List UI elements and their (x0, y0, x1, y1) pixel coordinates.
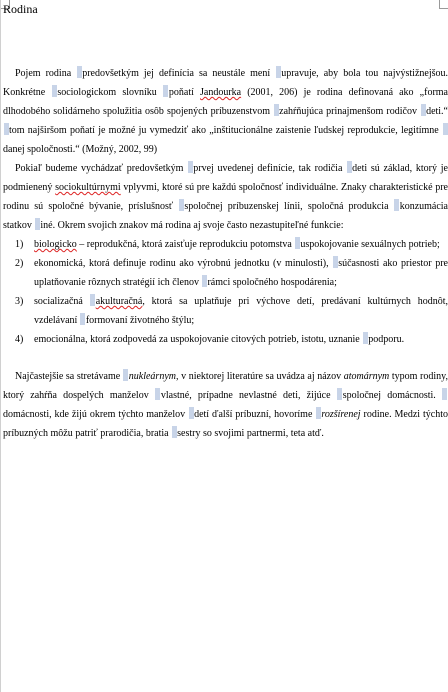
spellcheck-word: sociokultúrnymi (55, 182, 121, 193)
highlight-marker (274, 104, 279, 116)
highlight-marker (90, 294, 95, 306)
highlight-marker (188, 161, 193, 173)
highlight-marker (394, 199, 399, 211)
highlight-marker (337, 388, 342, 400)
highlight-marker (421, 104, 426, 116)
list-item[interactable]: 1) biologicko – reprodukčná, ktorá zaisťuje reprodukciu potomstva uspokojovanie sexuálnych potrieb; (3, 235, 448, 254)
functions-list[interactable] (3, 235, 448, 349)
spellcheck-word: biologicko (34, 239, 77, 250)
highlight-marker (155, 388, 160, 400)
highlight-marker (77, 66, 82, 78)
crop-mark-top-right (439, 0, 448, 9)
highlight-marker (442, 388, 447, 400)
paragraph-gap (3, 349, 448, 367)
paragraph-2[interactable]: Pokiaľ budeme vychádzať predovšetkým prvej uvedenej definície, tak rodičia deti sú základ, ktorý je podmienený sociokultúrnymi vplyvmi, ktoré sú pre každú spoločnosť individuálne. Znaky charakteristické pre rodinu sú spoločné bývanie, príslušnosť spoločnej príbuzenskej línii, spoločná produkcia konzumácia statkov iné. Okrem svojich znakov má rodina aj svoje často nezastupiteľné funkcie: (3, 163, 448, 231)
paragraph-1[interactable]: Pojem rodina predovšetkým jej definícia sa neustále mení upravuje, aby bola tou najvýstižnejšou. Konkrétne sociologickom slovníku poňatí Jandourka (2001, 206) je rodina definovaná ako „forma dlhodobého solidárneho spolužitia osôb spojených príbuzenstvom zahŕňujúca prinajmenšom rodičov deti.“ tom najširšom poňatí je možné ju vymedziť ako „inštitucionálne zaistenie ľudskej reprodukcie, legitímne danej spoločnosti.“ (Možný, 2002, 99) (3, 68, 448, 155)
spellcheck-word: akulturačná (95, 296, 143, 307)
highlight-marker (363, 332, 368, 344)
highlight-marker (189, 407, 194, 419)
section-title[interactable]: Rodina (3, 2, 38, 16)
document-body[interactable] (3, 64, 448, 443)
highlight-marker (333, 256, 338, 268)
highlight-marker (4, 123, 9, 135)
highlight-marker (123, 369, 128, 381)
highlight-marker (163, 85, 168, 97)
list-number: 1) (15, 239, 24, 250)
paragraph-3[interactable]: Najčastejšie sa stretávame nukleárnym, v niektorej literatúre sa uvádza aj názov atomárnym typom rodiny, ktorý zahŕňa dospelých manželov vlastné, prípadne nevlastné deti, žijúce spoločnej domácnosti. domácnosti, kde žijú okrem týchto manželov detí ďalší príbuzní, hovoríme rozšírenej rodine. Medzi týchto príbuzných môžu patriť prarodičia, bratia sestry so svojimi partnermi, teta atď. (3, 371, 448, 439)
spellcheck-word: Jandourka (200, 87, 242, 98)
list-number: 4) (15, 334, 24, 345)
highlight-marker (276, 66, 281, 78)
list-item[interactable]: 4) emocionálna, ktorá zodpovedá za uspokojovanie citových potrieb, istotu, uznanie podporu. (3, 330, 448, 349)
highlight-marker (443, 123, 448, 135)
list-number: 3) (15, 296, 24, 307)
highlight-marker (172, 426, 177, 438)
list-number: 2) (15, 258, 24, 269)
list-item[interactable]: 3) socializačná akulturačná, ktorá sa uplatňuje pri výchove detí, predávaní kultúrnych hodnôt, vzdelávaní formovaní životného štýlu; (3, 292, 448, 330)
highlight-marker (347, 161, 352, 173)
list-item[interactable]: 2) ekonomická, ktorá definuje rodinu ako výrobnú jednotku (v minulosti), súčasnosti ako priestor pre uplatňovanie rôznych stratégií ich členov rámci spoločného hospodárenia; (3, 254, 448, 292)
highlight-marker (80, 313, 85, 325)
